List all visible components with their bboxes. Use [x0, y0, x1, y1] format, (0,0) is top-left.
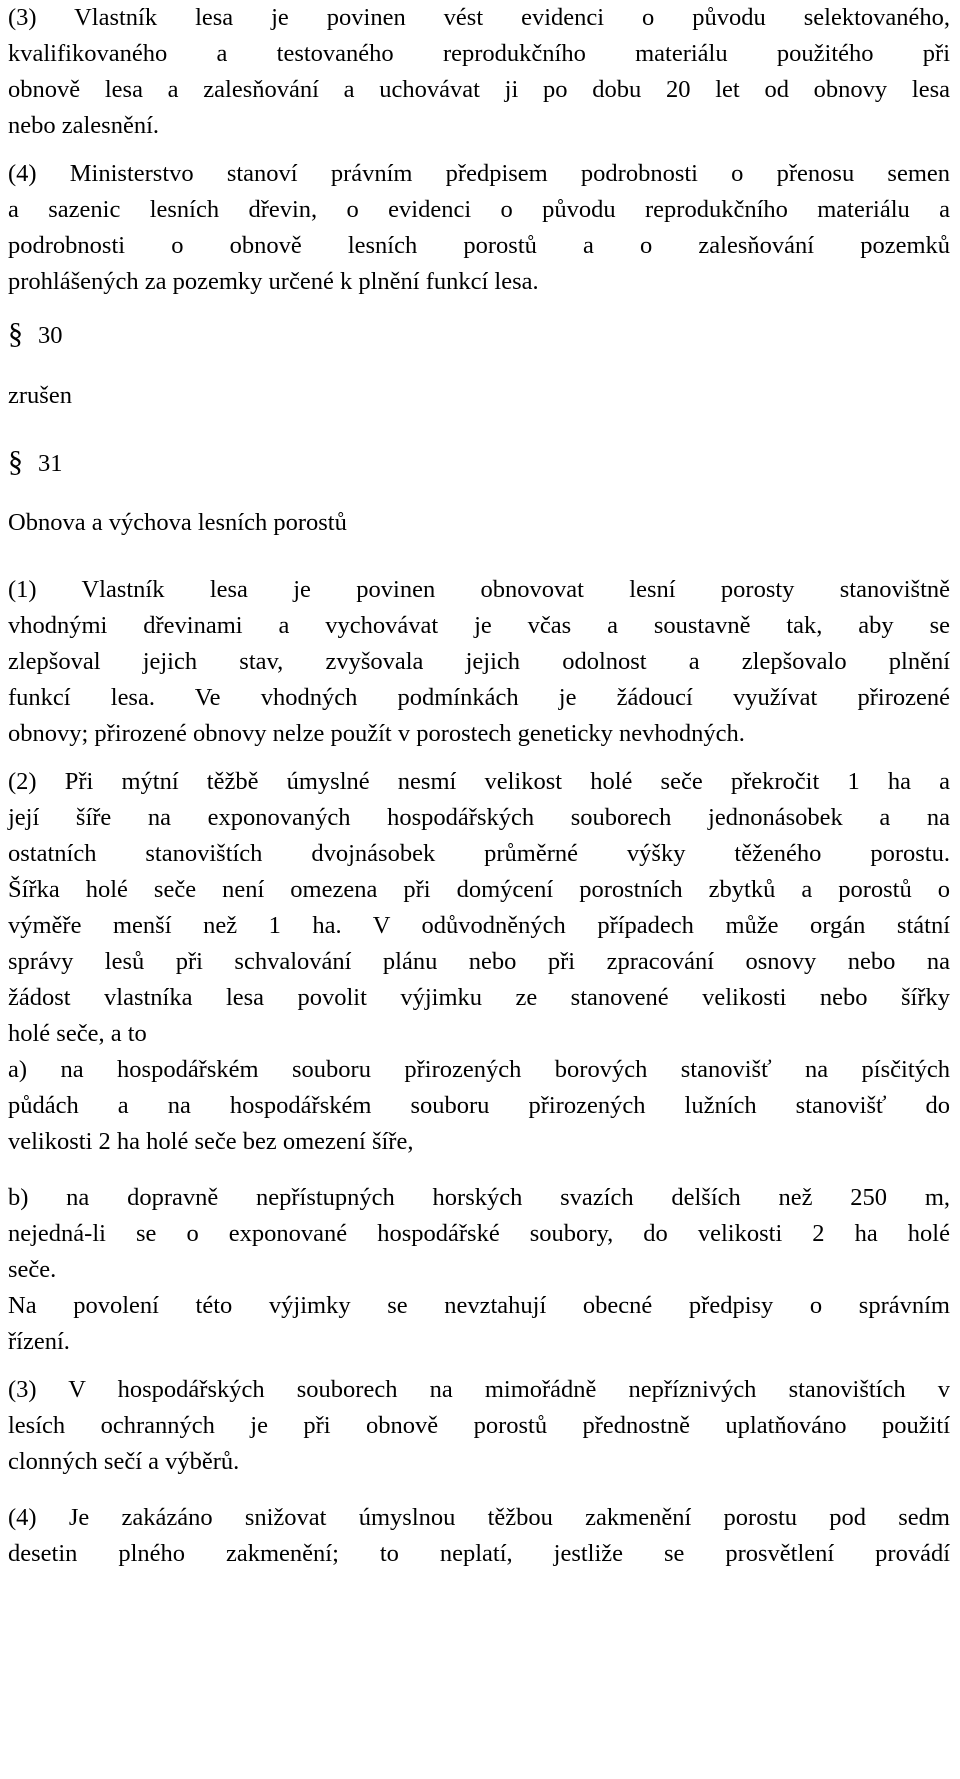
text-line: její šíře na exponovaných hospodářských souborech jednonásobek a na: [8, 804, 950, 831]
text-line: funkcí lesa. Ve vhodných podmínkách je žádoucí využívat přirozené: [8, 684, 950, 711]
text-line: nebo zalesnění.: [8, 112, 160, 139]
section-31-title: [8, 505, 950, 541]
text-line: vhodnými dřevinami a vychovávat je včas a soustavně tak, aby se: [8, 612, 950, 639]
section-31-paragraph-3: [8, 1372, 950, 1480]
repealed-label: zrušen: [8, 382, 72, 409]
section-31-paragraph-2: [8, 764, 950, 1052]
section-31-item-b: [8, 1180, 950, 1360]
text-line: řízení.: [8, 1328, 70, 1355]
paragraph-evidence-reproductive-material: [8, 0, 950, 144]
section-31-paragraph-4: [8, 1500, 950, 1572]
text-line: (4) Je zakázáno snižovat úmyslnou těžbou zakmenění porostu pod sedm: [8, 1504, 950, 1531]
text-line: (4) Ministerstvo stanoví právním předpisem podrobnosti o přenosu semen: [8, 160, 950, 187]
text-line: podrobnosti o obnově lesních porostů a o zalesňování pozemků: [8, 232, 950, 259]
text-line: výměře menší než 1 ha. V odůvodněných případech může orgán státní: [8, 912, 950, 939]
text-line: správy lesů při schvalování plánu nebo při zpracování osnovy nebo na: [8, 948, 950, 975]
text-line: ostatních stanovištích dvojnásobek průměrné výšky těženého porostu.: [8, 840, 950, 867]
section-30-heading: [8, 314, 63, 354]
text-line: obnovy; přirozené obnovy nelze použít v porostech geneticky nevhodných.: [8, 720, 745, 747]
text-line: obnově lesa a zalesňování a uchovávat ji po dobu 20 let od obnovy lesa: [8, 76, 950, 103]
paragraph-ministry-regulation: [8, 156, 950, 300]
text-line: lesích ochranných je při obnově porostů přednostně uplatňováno použití: [8, 1412, 950, 1439]
text-line: seče.: [8, 1256, 57, 1283]
text-line: desetin plného zakmenění; to neplatí, jestliže se prosvětlení provádí: [8, 1540, 950, 1567]
text-line: (3) Vlastník lesa je povinen vést evidenci o původu selektovaného,: [8, 4, 950, 31]
section-31-heading: [8, 442, 63, 482]
section-number: 31: [38, 450, 63, 477]
text-line: půdách a na hospodářském souboru přirozených lužních stanovišť do: [8, 1092, 950, 1119]
section-31-item-a: [8, 1052, 950, 1160]
text-line: b) na dopravně nepřístupných horských svazích delších než 250 m,: [8, 1184, 950, 1211]
text-line: (1) Vlastník lesa je povinen obnovovat lesní porosty stanovištně: [8, 576, 950, 603]
text-line: Na povolení této výjimky se nevztahují obecné předpisy o správním: [8, 1292, 950, 1319]
section-31-paragraph-1: [8, 572, 950, 752]
text-line: (3) V hospodářských souborech na mimořádně nepříznivých stanovištích v: [8, 1376, 950, 1403]
section-symbol: §: [8, 317, 23, 350]
text-line: žádost vlastníka lesa povolit výjimku ze stanovené velikosti nebo šířky: [8, 984, 950, 1011]
text-line: Šířka holé seče není omezena při domýcení porostních zbytků a porostů o: [8, 876, 950, 903]
text-line: a sazenic lesních dřevin, o evidenci o původu reprodukčního materiálu a: [8, 196, 950, 223]
section-number: 30: [38, 322, 63, 349]
text-line: zlepšoval jejich stav, zvyšovala jejich odolnost a zlepšovalo plnění: [8, 648, 950, 675]
text-line: clonných sečí a výběrů.: [8, 1448, 240, 1475]
text-line: holé seče, a to: [8, 1020, 147, 1047]
text-line: prohlášených za pozemky určené k plnění funkcí lesa.: [8, 268, 539, 295]
text-line: kvalifikovaného a testovaného reprodukčního materiálu použitého při: [8, 40, 950, 67]
section-title: Obnova a výchova lesních porostů: [8, 509, 347, 536]
text-line: nejedná-li se o exponované hospodářské soubory, do velikosti 2 ha holé: [8, 1220, 950, 1247]
section-symbol: §: [8, 445, 23, 478]
section-30-status: [8, 378, 950, 414]
text-line: (2) Při mýtní těžbě úmyslné nesmí velikost holé seče překročit 1 ha a: [8, 768, 950, 795]
text-line: a) na hospodářském souboru přirozených borových stanovišť na písčitých: [8, 1056, 950, 1083]
text-line: velikosti 2 ha holé seče bez omezení šíře,: [8, 1128, 414, 1155]
